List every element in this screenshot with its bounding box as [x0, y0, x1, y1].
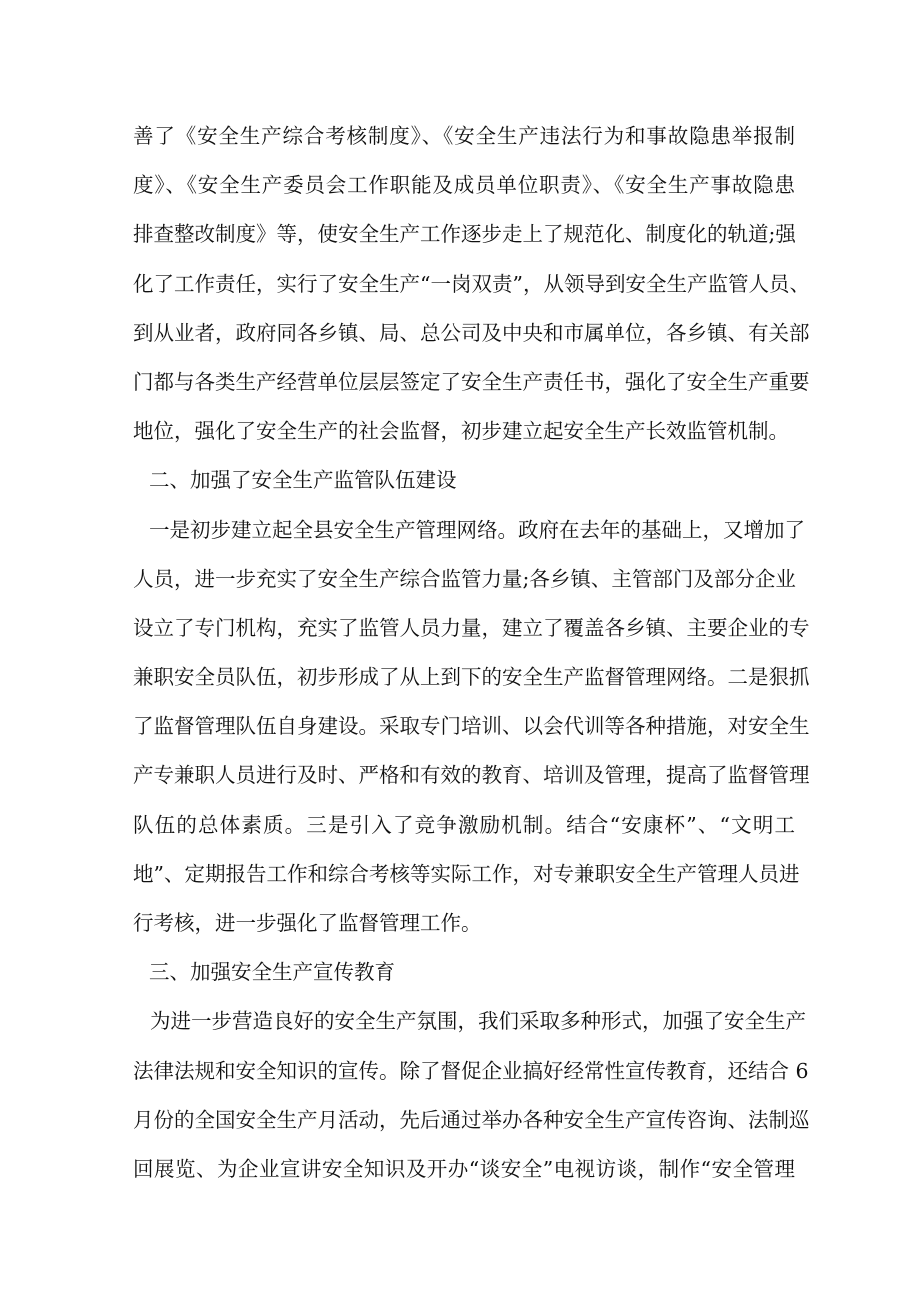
paragraph-line: 人员，进一步充实了安全生产综合监管力量;各乡镇、主管部门及部分企业	[133, 566, 796, 591]
paragraph-line: 产专兼职人员进行及时、严格和有效的教育、培训及管理，提高了监督管理	[133, 763, 810, 788]
paragraph-line: 善了《安全生产综合考核制度》、《安全生产违法行为和事故隐患举报制	[133, 124, 795, 148]
paragraph-line: 回展览、为企业宣讲安全知识及开办“谈安全”电视访谈，制作“安全管理	[133, 1156, 795, 1181]
paragraph-line: 行考核，进一步强化了监督管理工作。	[133, 911, 482, 935]
paragraph-line: 法律法规和安全知识的宣传。除了督促企业搞好经常性宣传教育，还结合 6	[133, 1058, 809, 1083]
paragraph-line: 化了工作责任，实行了安全生产“一岗双责”，从领导到安全生产监管人员、	[133, 271, 810, 296]
paragraph-line: 了监督管理队伍自身建设。采取专门培训、以会代训等各种措施，对安全生	[133, 714, 810, 739]
section-heading: 三、加强安全生产宣传教育	[149, 960, 395, 985]
paragraph-line: 兼职安全员队伍，初步形成了从上到下的安全生产监督管理网络。二是狠抓	[133, 665, 810, 690]
section-heading: 二、加强了安全生产监管队伍建设	[149, 468, 457, 493]
paragraph-line: 度》、《安全生产委员会工作职能及成员单位职责》、《安全生产事故隐患	[133, 173, 795, 198]
paragraph-line: 为进一步营造良好的安全生产氛围，我们采取多种形式，加强了安全生产	[150, 1009, 806, 1034]
paragraph-line: 到从业者，政府同各乡镇、局、总公司及中央和市属单位，各乡镇、有关部	[133, 320, 810, 345]
paragraph-line: 一是初步建立起全县安全生产管理网络。政府在去年的基础上，又增加了	[149, 517, 805, 542]
paragraph-line: 月份的全国安全生产月活动，先后通过举办各种安全生产宣传咨询、法制巡	[133, 1107, 810, 1132]
paragraph-line: 排查整改制度》等，使安全生产工作逐步走上了规范化、制度化的轨道;强	[133, 222, 796, 247]
paragraph-line: 地”、定期报告工作和综合考核等实际工作，对专兼职安全生产管理人员进	[133, 861, 800, 886]
paragraph-line: 设立了专门机构，充实了监管人员力量，建立了覆盖各乡镇、主要企业的专	[133, 615, 810, 640]
paragraph-line: 地位，强化了安全生产的社会监督，初步建立起安全生产长效监管机制。	[133, 419, 789, 444]
document-body	[133, 112, 810, 1194]
paragraph-line: 门都与各类生产经营单位层层签定了安全生产责任书，强化了安全生产重要	[133, 369, 810, 394]
paragraph-line: 队伍的总体素质。三是引入了竞争激励机制。结合“安康杯”、“文明工	[133, 812, 795, 837]
